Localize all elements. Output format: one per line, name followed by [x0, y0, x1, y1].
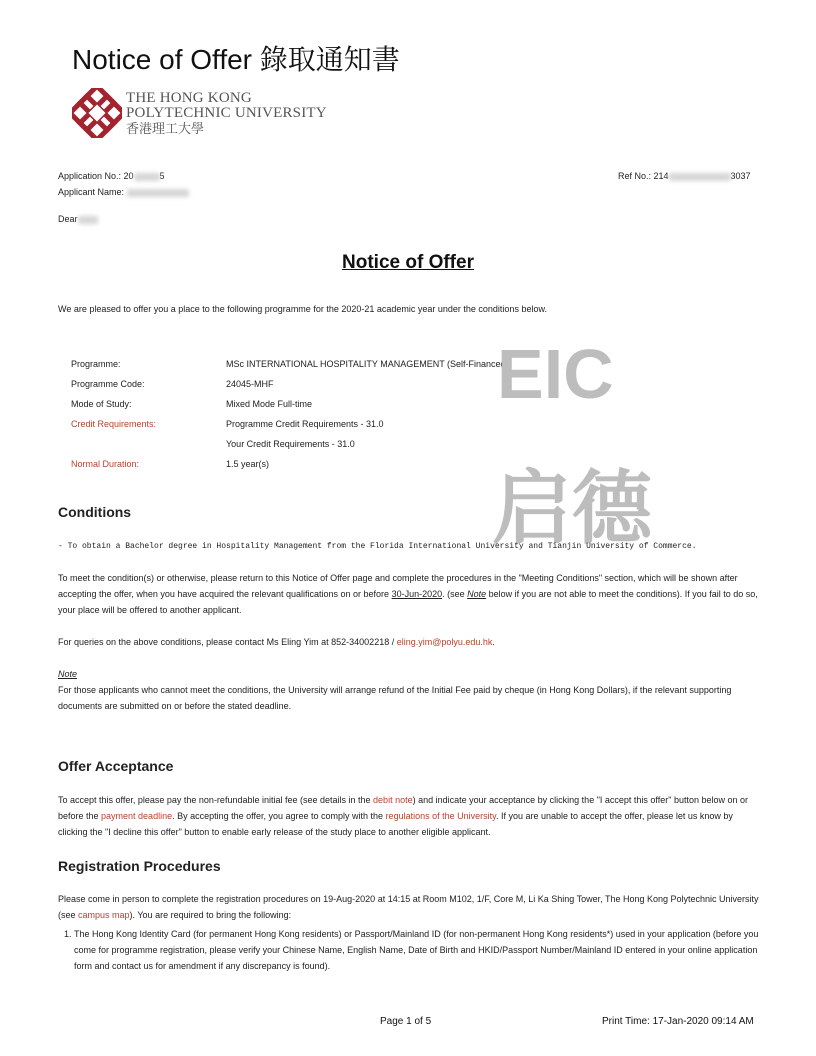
- credit-requirements-link[interactable]: Credit Requirements:: [71, 419, 157, 429]
- logo-line-3: 香港理工大學: [126, 120, 205, 136]
- salutation: Dear: [58, 214, 98, 224]
- applicant-name: Applicant Name:: [58, 187, 189, 197]
- acceptance-text: To accept this offer, please pay the non-refundable initial fee (see details in the debit note) and indicate your acceptance by clicking the "I accept this offer" button below on or before the payment deadline. By accepting the offer, you agree to comply with the regulations of the University. If you are unable to accept the offer, please let us know by clicking the "I decline this offer" button to enable early release of the study place to another eligible applicant.: [58, 795, 749, 837]
- normal-duration-link[interactable]: Normal Duration:: [71, 459, 140, 469]
- payment-deadline-link[interactable]: payment deadline: [101, 811, 173, 821]
- note-label: Note: [58, 669, 78, 679]
- registration-list: [58, 926, 763, 974]
- print-time: Print Time: 17-Jan-2020 09:14 AM: [602, 1016, 754, 1027]
- programme-code-label: Programme Code:: [71, 379, 145, 389]
- logo-line-2: POLYTECHNIC UNIVERSITY: [126, 104, 327, 121]
- registration-text: Please come in person to complete the registration procedures on 19-Aug-2020 at 14:15 at Room M102, 1/F, Core M, Li Ka Shing Tower, The Hong Kong Polytechnic University (see campus map). You are required to bring the following:: [58, 894, 759, 920]
- polyu-logo: [72, 88, 327, 138]
- watermark-chinese: 启德: [492, 464, 652, 553]
- conditions-heading: Conditions: [58, 504, 132, 520]
- offer-acceptance-heading: Offer Acceptance: [58, 758, 174, 774]
- note-link[interactable]: Note: [467, 589, 487, 599]
- reference-number: Ref No.: 214 3037: [618, 171, 751, 181]
- campus-map-link[interactable]: campus map: [78, 910, 130, 920]
- condition-item: - To obtain a Bachelor degree in Hospitality Management from the Florida International University and Tianjin University of Commerce.: [58, 542, 697, 551]
- programme-value: MSc INTERNATIONAL HOSPITALITY MANAGEMENT (Self-Financed): [226, 359, 509, 369]
- intro-text: We are pleased to offer you a place to the following programme for the 2020-21 academic year under the conditions below.: [58, 304, 547, 314]
- programme-label: Programme:: [71, 359, 121, 369]
- watermark-eic: EIC: [497, 335, 614, 413]
- queries-text: For queries on the above conditions, please contact Ms Eling Yim at 852-34002218 / eling.yim@polyu.edu.hk.: [58, 637, 495, 647]
- programme-code-value: 24045-MHF: [226, 379, 274, 389]
- note-text: For those applicants who cannot meet the conditions, the University will arrange refund of the Initial Fee paid by cheque (in Hong Kong Dollars), if the relevant supporting documents are submitted on or before the stated deadline.: [58, 685, 732, 711]
- logo-line-1: THE HONG KONG: [126, 89, 252, 106]
- application-number: Application No.: 20 5: [58, 171, 165, 181]
- document-heading: Notice of Offer 錄取通知書: [72, 44, 400, 75]
- programme-credit-value: Programme Credit Requirements - 31.0: [226, 419, 384, 429]
- polyu-emblem-icon: [72, 88, 122, 138]
- normal-duration-value: 1.5 year(s): [226, 459, 270, 469]
- contact-email-link[interactable]: eling.yim@polyu.edu.hk: [396, 637, 493, 647]
- list-item: 1. The Hong Kong Identity Card (for permanent Hong Kong residents) or Passport/Mainland ID (for non-permanent Hong Kong residents*) used in your application (before you come for programme registration, please verify your Chinese Name, English Name, Date of Birth and HKID/Passport Number/Mainland ID entered in your online application form and contact us for amendment if any discrepancy is found).: [74, 926, 763, 974]
- registration-heading: Registration Procedures: [58, 858, 221, 874]
- debit-note-link[interactable]: debit note: [373, 795, 413, 805]
- your-credit-value: Your Credit Requirements - 31.0: [226, 439, 355, 449]
- deadline-date: 30-Jun-2020: [391, 589, 443, 599]
- mode-of-study-value: Mixed Mode Full-time: [226, 399, 313, 409]
- regulations-link[interactable]: regulations of the University: [385, 811, 496, 821]
- meet-conditions-text: To meet the condition(s) or otherwise, please return to this Notice of Offer page and complete the procedures in the "Meeting Conditions" section, which will be shown after accepting the offer, when you have acquired the relevant qualifications on or before 30-Jun-2020. (see Note below if you are not able to meet the conditions). If you fail to do so, your place will be offered to another applicant.: [58, 573, 758, 615]
- notice-title: Notice of Offer: [342, 252, 474, 273]
- mode-of-study-label: Mode of Study:: [71, 399, 132, 409]
- page-number: Page 1 of 5: [380, 1016, 432, 1027]
